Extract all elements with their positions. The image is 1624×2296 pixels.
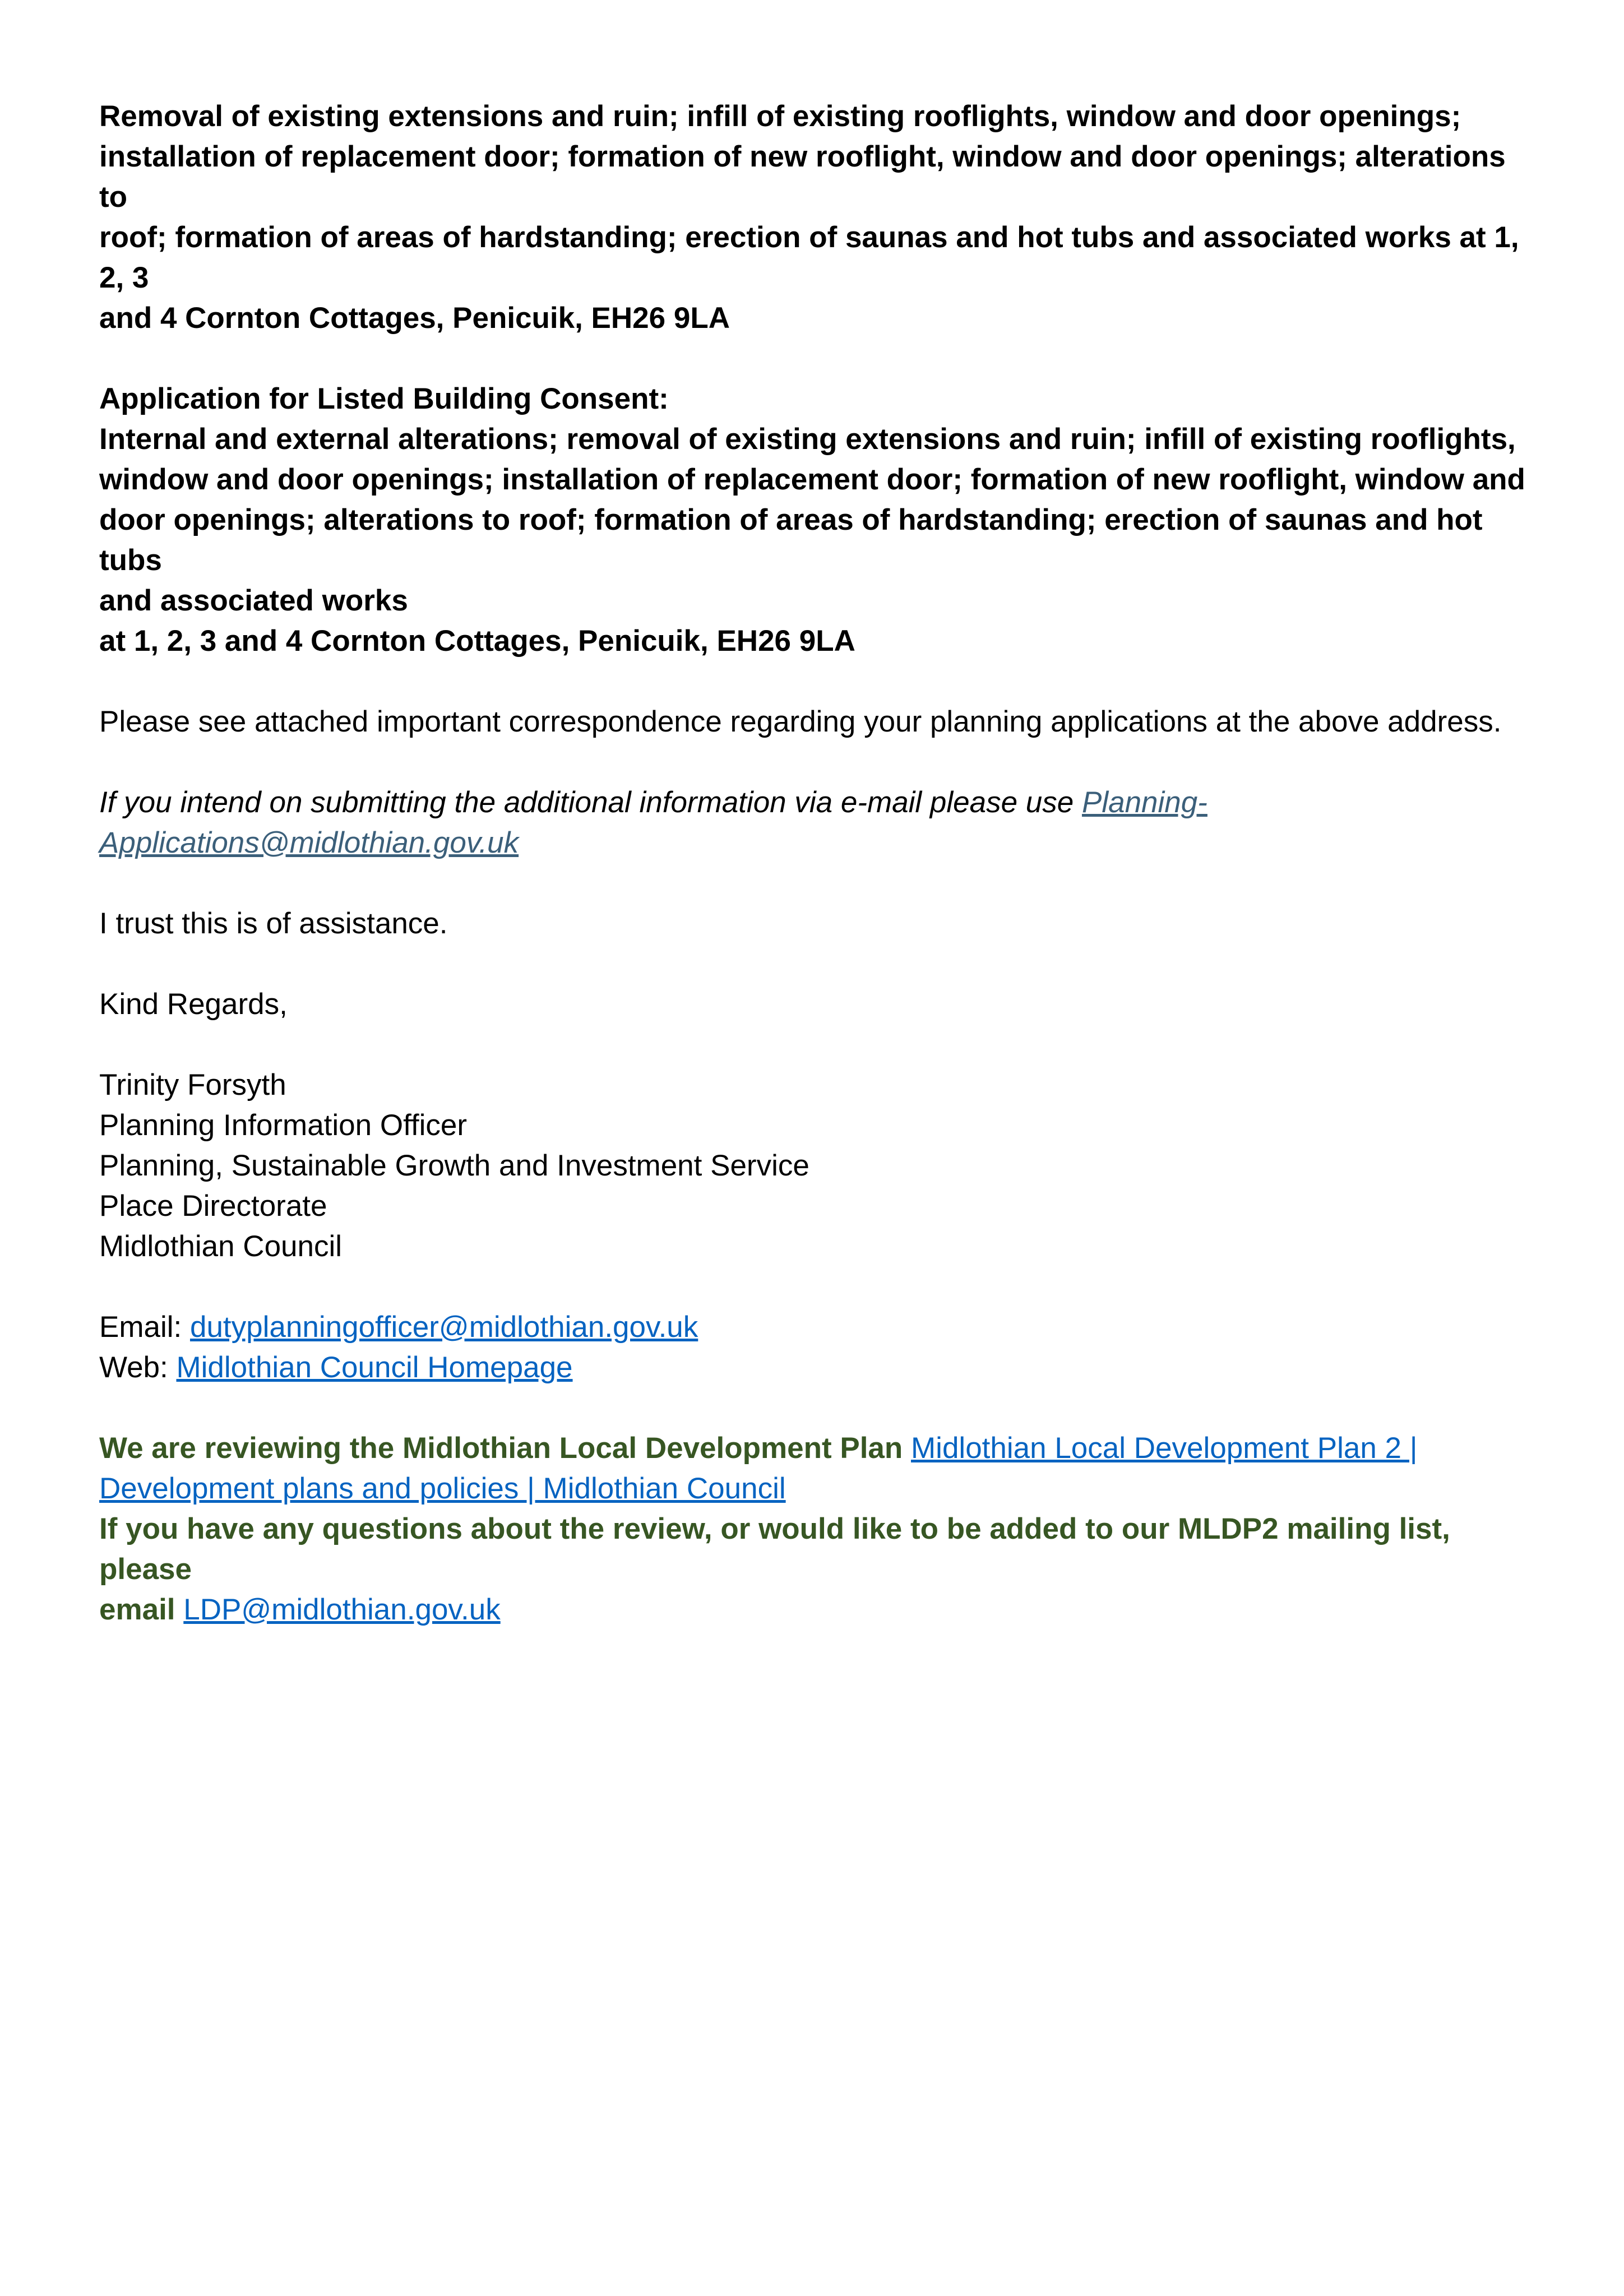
planning-applications-email-link-continued[interactable]: Applications@midlothian.gov.uk — [99, 826, 519, 859]
signatory-name: Trinity Forsyth — [99, 1068, 286, 1101]
duty-planning-email-link[interactable]: dutyplanningofficer@midlothian.gov.uk — [189, 1311, 698, 1344]
ldp-email-link[interactable]: LDP@midlothian.gov.uk — [183, 1593, 501, 1626]
ldp-review-text: We are reviewing the Midlothian Local Development Plan — [99, 1432, 912, 1465]
letter-body — [99, 96, 1534, 1670]
proposal-line: installation of replacement door; formation of new rooflight, window and door openings; alterations to — [99, 140, 1506, 214]
ldp-page-link-continued[interactable]: Development plans and policies | Midlothian Council — [99, 1472, 786, 1505]
signatory-council: Midlothian Council — [99, 1230, 343, 1263]
web-label: Web: — [99, 1351, 177, 1384]
lbc-line: window and door openings; installation of replacement door; formation of new rooflight, window and — [99, 463, 1525, 496]
closing — [99, 984, 1534, 1025]
ldp-page-link[interactable]: Midlothian Local Development Plan 2 | — [911, 1432, 1418, 1465]
email-label: Email: — [99, 1311, 190, 1344]
council-homepage-link[interactable]: Midlothian Council Homepage — [176, 1351, 573, 1384]
ldp-email-label: email — [99, 1593, 184, 1626]
planning-applications-email-link[interactable]: Planning- — [1081, 786, 1207, 819]
signatory-directorate: Place Directorate — [99, 1189, 327, 1223]
ldp-review-notice — [99, 1428, 1534, 1630]
correspondence-note — [99, 702, 1534, 742]
ldp-question-text: If you have any questions about the review, or would like to be added to our MLDP2 mailing list, please — [99, 1512, 1450, 1586]
lbc-heading: Application for Listed Building Consent: — [99, 382, 669, 415]
lbc-line: door openings; alterations to roof; formation of areas of hardstanding; erection of saunas and hot tubs — [99, 503, 1483, 577]
closing-text: Kind Regards, — [99, 988, 288, 1021]
proposal-line: Removal of existing extensions and ruin; infill of existing rooflights, window and door openings; — [99, 100, 1461, 133]
contact-block — [99, 1307, 1534, 1388]
lbc-address: at 1, 2, 3 and 4 Cornton Cottages, Penicuik, EH26 9LA — [99, 624, 855, 658]
proposal-description — [99, 96, 1534, 339]
signatory-title: Planning Information Officer — [99, 1109, 467, 1142]
email-submission-note — [99, 783, 1534, 863]
proposal-line: and 4 Cornton Cottages, Penicuik, EH26 9LA — [99, 302, 730, 335]
assistance-note — [99, 904, 1534, 944]
assistance-text: I trust this is of assistance. — [99, 907, 448, 940]
signature-block — [99, 1065, 1534, 1267]
email-note-text: If you intend on submitting the additional information via e-mail please use — [99, 786, 1082, 819]
signatory-service: Planning, Sustainable Growth and Investment Service — [99, 1149, 809, 1182]
correspondence-text: Please see attached important correspondence regarding your planning applications at the above address. — [99, 705, 1502, 738]
lbc-line: Internal and external alterations; removal of existing extensions and ruin; infill of existing rooflights, — [99, 423, 1516, 456]
proposal-line: roof; formation of areas of hardstanding; erection of saunas and hot tubs and associated works at 1, 2, 3 — [99, 221, 1519, 294]
listed-building-consent — [99, 379, 1534, 661]
lbc-line: and associated works — [99, 584, 408, 617]
